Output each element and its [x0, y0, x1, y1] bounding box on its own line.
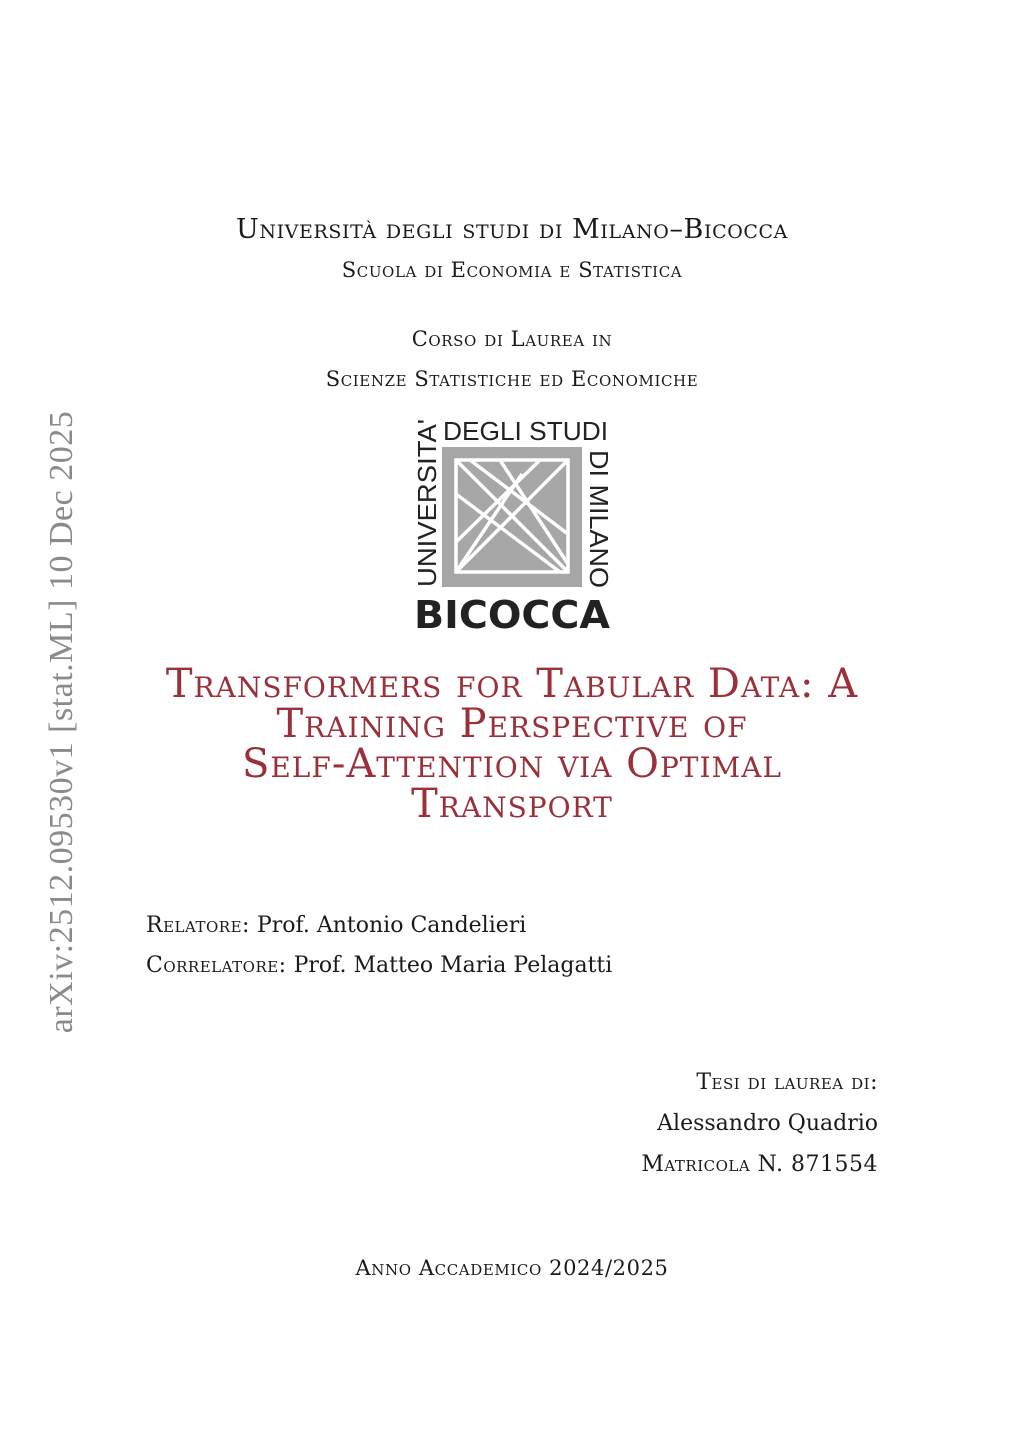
logo-text-left: UNIVERSITA': [412, 427, 442, 587]
title-line-2: Training Perspective of: [276, 701, 748, 747]
title-line-4: Transport: [411, 781, 613, 827]
university-logo: [410, 414, 614, 636]
author-matricola: Matricola N. 871554: [641, 1152, 878, 1177]
school-name: Scuola di Economia e Statistica: [341, 258, 683, 282]
relatore-label: Relatore:: [146, 913, 250, 938]
supervisors-block: [146, 906, 612, 986]
university-name: Università degli studi di Milano–Bicocca: [235, 214, 789, 245]
correlatore-label: Correlatore:: [146, 953, 287, 978]
thesis-title: [100, 661, 924, 827]
author-name: Alessandro Quadrio: [657, 1111, 878, 1136]
author-block: [641, 1062, 878, 1185]
logo-text-top: DEGLI STUDI: [443, 416, 608, 446]
relatore-line: [146, 906, 612, 946]
course-line-2: Scienze Statistiche ed Economiche: [325, 367, 699, 391]
correlatore-name: Prof. Matteo Maria Pelagatti: [293, 953, 613, 978]
title-line-1: Transformers for Tabular Data: A: [165, 661, 859, 707]
relatore-name: Prof. Antonio Candelieri: [256, 913, 527, 938]
correlatore-line: [146, 946, 612, 986]
author-label: Tesi di laurea di:: [696, 1070, 878, 1095]
logo-text-right: DI MILANO: [584, 450, 614, 583]
title-line-3: Self-Attention via Optimal: [241, 741, 783, 787]
arxiv-side-stamp: arXiv:2512.09530v1 [stat.ML] 10 Dec 2025: [43, 410, 80, 1034]
logo-text-bottom: BICOCCA: [414, 593, 611, 636]
course-line-1: Corso di Laurea in: [411, 327, 613, 351]
academic-year: Anno Accademico 2024/2025: [355, 1256, 669, 1280]
